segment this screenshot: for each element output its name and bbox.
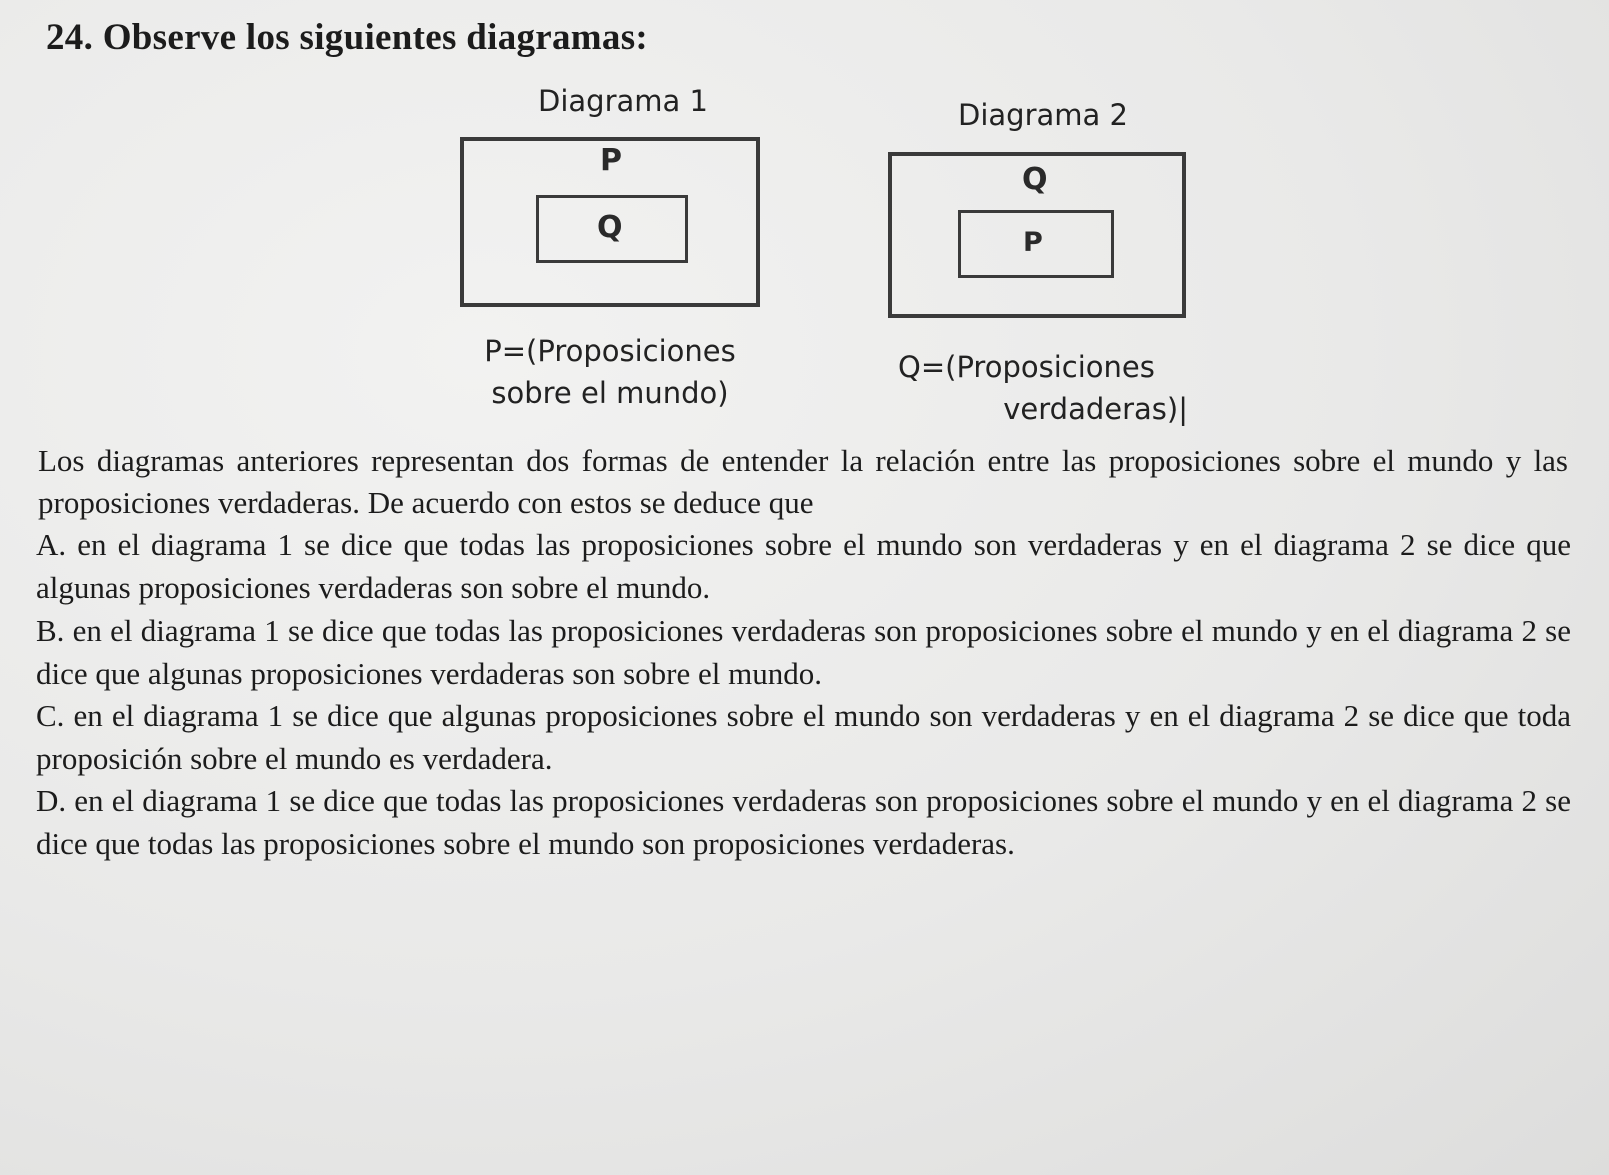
- diagram-2-legend-line2: verdaderas)|: [1003, 392, 1188, 426]
- question-statement: Los diagramas anteriores representan dos formas de entender la relación entre las proposiciones sobre el mundo y las proposiciones verdaderas. De acuerdo con estos se deduce que: [38, 443, 1568, 520]
- diagram-2-inner-label: P: [1023, 227, 1043, 258]
- diagram-1-outer-label: P: [600, 143, 622, 178]
- diagram-2-caption: Diagrama 2: [958, 98, 1128, 132]
- question-title: 24. Observe los siguientes diagramas:: [46, 17, 649, 58]
- diagram-1-inner-label: Q: [597, 210, 623, 245]
- diagram-2-outer-box: [888, 152, 1186, 318]
- diagram-1-legend-line2: sobre el mundo): [491, 376, 729, 410]
- diagram-1-inner-box: [536, 195, 688, 263]
- diagram-2-inner-box: [958, 210, 1114, 278]
- diagram-1-legend: [470, 330, 750, 414]
- diagram-1-legend-line1: P=(Proposiciones: [484, 334, 736, 368]
- option-c[interactable]: C. en el diagrama 1 se dice que algunas proposiciones sobre el mundo son verdaderas y en el diagrama 2 se dice que toda proposición sobre el mundo es verdadera.: [36, 698, 1571, 776]
- diagram-2-outer-label: Q: [1022, 162, 1048, 197]
- diagram-1-outer-box: [460, 137, 760, 307]
- option-d[interactable]: D. en el diagrama 1 se dice que todas las proposiciones verdaderas son proposiciones sobre el mundo y en el diagrama 2 se dice que todas las proposiciones sobre el mundo son proposiciones verdaderas.: [36, 783, 1571, 861]
- option-a[interactable]: A. en el diagrama 1 se dice que todas las proposiciones sobre el mundo son verdaderas y en el diagrama 2 se dice que algunas proposiciones verdaderas son sobre el mundo.: [36, 527, 1571, 605]
- diagram-1-caption: Diagrama 1: [538, 84, 708, 118]
- diagram-2-legend-line1: Q=(Proposiciones: [898, 350, 1155, 384]
- option-b[interactable]: B. en el diagrama 1 se dice que todas las proposiciones verdaderas son proposiciones sobre el mundo y en el diagrama 2 se dice que algunas proposiciones verdaderas son sobre el mundo.: [36, 613, 1571, 691]
- diagram-2-legend: [898, 346, 1188, 430]
